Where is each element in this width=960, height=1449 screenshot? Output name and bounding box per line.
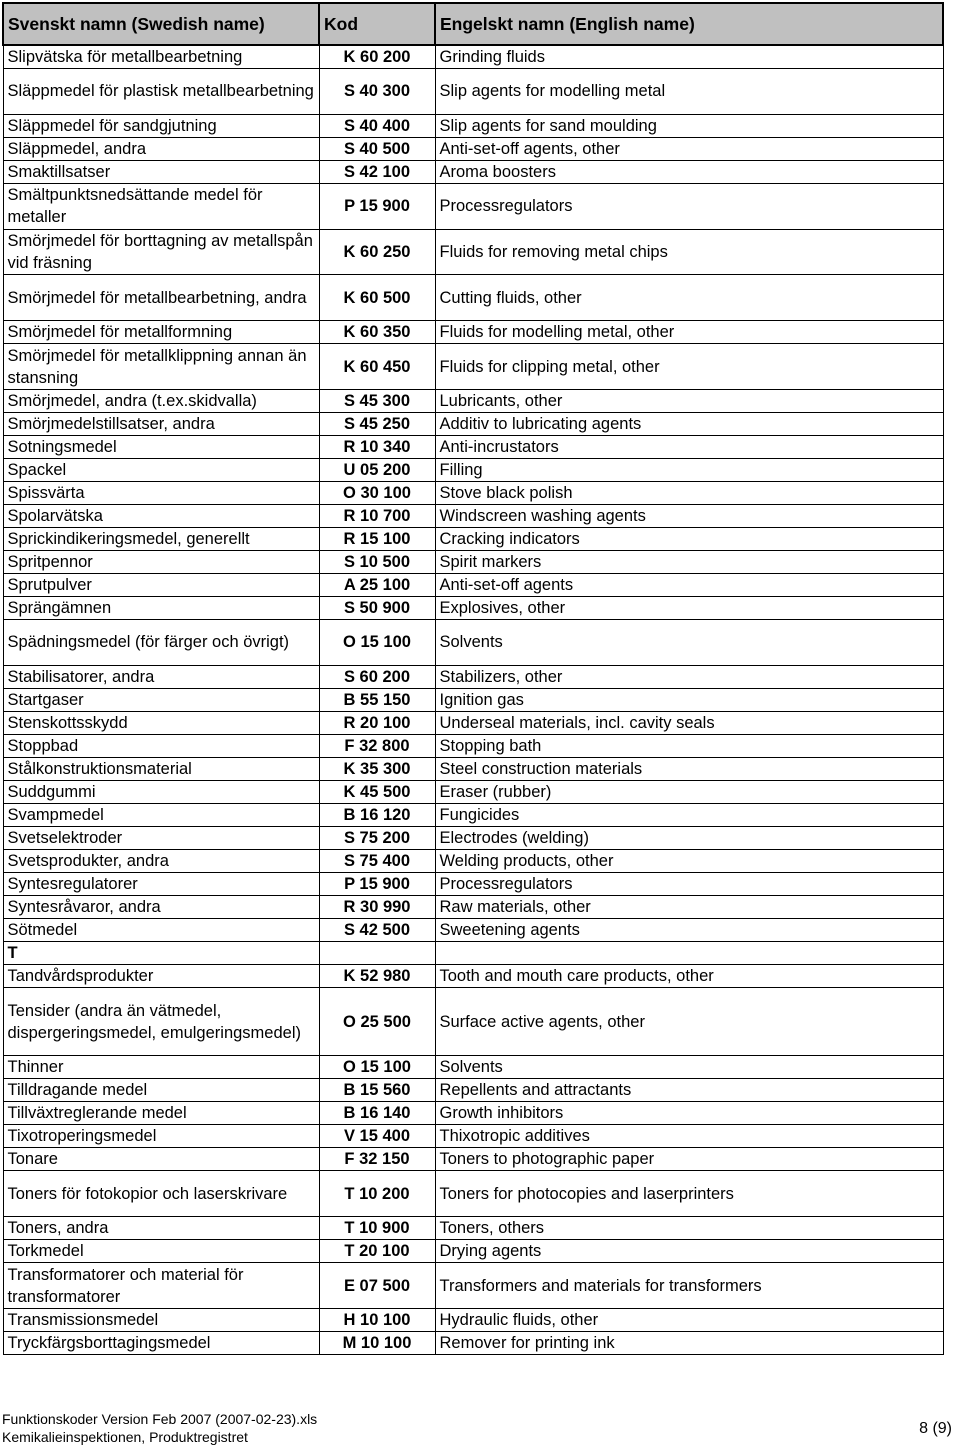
code-cell: B 16 120: [319, 803, 435, 826]
table-row: [3, 1125, 943, 1148]
swedish-name-cell: Svampmedel: [3, 803, 319, 826]
code-cell: U 05 200: [319, 458, 435, 481]
english-name-cell: Fluids for removing metal chips: [435, 229, 943, 275]
english-name-cell: Toners to photographic paper: [435, 1148, 943, 1171]
swedish-name-cell: Släppmedel, andra: [3, 137, 319, 160]
english-name-cell: Thixotropic additives: [435, 1125, 943, 1148]
swedish-name-cell: Tandvårdsprodukter: [3, 964, 319, 987]
table-row: [3, 1171, 943, 1217]
swedish-name-cell: Spissvärta: [3, 481, 319, 504]
swedish-name-cell: Stoppbad: [3, 734, 319, 757]
code-cell: H 10 100: [319, 1309, 435, 1332]
english-name-cell: Additiv to lubricating agents: [435, 412, 943, 435]
english-name-cell: Processregulators: [435, 872, 943, 895]
code-cell: [319, 941, 435, 964]
code-cell: S 42 500: [319, 918, 435, 941]
swedish-name-cell: Spolarvätska: [3, 504, 319, 527]
table-row: [3, 619, 943, 665]
swedish-name-cell: Sprutpulver: [3, 573, 319, 596]
english-name-cell: Cutting fluids, other: [435, 275, 943, 321]
code-cell: V 15 400: [319, 1125, 435, 1148]
swedish-name-cell: Transformatorer och material för transformatorer: [3, 1263, 319, 1309]
swedish-name-cell: Släppmedel för plastisk metallbearbetning: [3, 69, 319, 115]
table-row: [3, 160, 943, 183]
code-cell: S 50 900: [319, 596, 435, 619]
code-cell: O 25 500: [319, 987, 435, 1056]
english-name-cell: Solvents: [435, 1056, 943, 1079]
table-row: [3, 780, 943, 803]
code-cell: O 15 100: [319, 1056, 435, 1079]
code-cell: S 60 200: [319, 665, 435, 688]
english-name-cell: Underseal materials, incl. cavity seals: [435, 711, 943, 734]
code-cell: S 75 200: [319, 826, 435, 849]
code-cell: S 42 100: [319, 160, 435, 183]
swedish-name-cell: Smörjmedel för metallformning: [3, 321, 319, 344]
swedish-name-cell: Smörjmedel för borttagning av metallspån vid fräsning: [3, 229, 319, 275]
english-name-cell: Welding products, other: [435, 849, 943, 872]
table-row: [3, 114, 943, 137]
table-row: [3, 573, 943, 596]
english-name-cell: Repellents and attractants: [435, 1079, 943, 1102]
english-name-cell: Spirit markers: [435, 550, 943, 573]
table-row: [3, 1148, 943, 1171]
swedish-name-cell: Stabilisatorer, andra: [3, 665, 319, 688]
code-cell: K 60 500: [319, 275, 435, 321]
code-cell: S 40 300: [319, 69, 435, 115]
english-name-cell: Electrodes (welding): [435, 826, 943, 849]
table-row: [3, 964, 943, 987]
code-cell: B 15 560: [319, 1079, 435, 1102]
table-row: [3, 69, 943, 115]
code-cell: R 10 340: [319, 435, 435, 458]
swedish-name-cell: Tilldragande medel: [3, 1079, 319, 1102]
table-row: [3, 1309, 943, 1332]
swedish-name-cell: Thinner: [3, 1056, 319, 1079]
swedish-name-cell: Spackel: [3, 458, 319, 481]
swedish-name-cell: Stålkonstruktionsmaterial: [3, 757, 319, 780]
table-row: [3, 895, 943, 918]
english-name-cell: Lubricants, other: [435, 389, 943, 412]
table-row: [3, 872, 943, 895]
code-cell: S 75 400: [319, 849, 435, 872]
code-cell: R 20 100: [319, 711, 435, 734]
footer-page-number: 8 (9): [919, 1420, 952, 1437]
swedish-name-cell: Tensider (andra än vätmedel, dispergeringsmedel, emulgeringsmedel): [3, 987, 319, 1056]
table-row: [3, 1332, 943, 1355]
table-row: [3, 1056, 943, 1079]
swedish-name-cell: Stenskottsskydd: [3, 711, 319, 734]
swedish-name-cell: Spritpennor: [3, 550, 319, 573]
code-cell: T 10 200: [319, 1171, 435, 1217]
english-name-cell: Steel construction materials: [435, 757, 943, 780]
table-row: [3, 45, 943, 69]
code-cell: F 32 800: [319, 734, 435, 757]
code-cell: K 45 500: [319, 780, 435, 803]
table-row: [3, 412, 943, 435]
english-name-cell: Tooth and mouth care products, other: [435, 964, 943, 987]
code-cell: K 60 200: [319, 45, 435, 69]
english-name-cell: Eraser (rubber): [435, 780, 943, 803]
table-row: [3, 137, 943, 160]
footer-left: [2, 1410, 317, 1446]
code-cell: T 10 900: [319, 1217, 435, 1240]
header-english-name: Engelskt namn (English name): [435, 3, 943, 45]
table-row: [3, 688, 943, 711]
swedish-name-cell: Tonare: [3, 1148, 319, 1171]
english-name-cell: Anti-set-off agents, other: [435, 137, 943, 160]
english-name-cell: Sweetening agents: [435, 918, 943, 941]
english-name-cell: Surface active agents, other: [435, 987, 943, 1056]
swedish-name-cell: Smaktillsatser: [3, 160, 319, 183]
chemical-function-codes-table: [2, 2, 944, 1355]
table-header-row: [3, 3, 943, 45]
english-name-cell: Fluids for clipping metal, other: [435, 344, 943, 390]
table-row: [3, 941, 943, 964]
table-row: [3, 596, 943, 619]
swedish-name-cell: Sprickindikeringsmedel, generellt: [3, 527, 319, 550]
code-cell: K 52 980: [319, 964, 435, 987]
english-name-cell: Cracking indicators: [435, 527, 943, 550]
table-row: [3, 665, 943, 688]
swedish-name-cell: Suddgummi: [3, 780, 319, 803]
english-name-cell: Transformers and materials for transformers: [435, 1263, 943, 1309]
english-name-cell: Anti-incrustators: [435, 435, 943, 458]
code-cell: K 60 350: [319, 321, 435, 344]
code-cell: M 10 100: [319, 1332, 435, 1355]
swedish-name-cell: Sötmedel: [3, 918, 319, 941]
code-cell: B 55 150: [319, 688, 435, 711]
footer-organization: Kemikalieinspektionen, Produktregistret: [2, 1429, 248, 1445]
table-row: [3, 435, 943, 458]
swedish-name-cell: Tixotroperingsmedel: [3, 1125, 319, 1148]
swedish-name-cell: Spädningsmedel (för färger och övrigt): [3, 619, 319, 665]
swedish-name-cell: Syntesregulatorer: [3, 872, 319, 895]
english-name-cell: Ignition gas: [435, 688, 943, 711]
table-row: [3, 1079, 943, 1102]
english-name-cell: Fluids for modelling metal, other: [435, 321, 943, 344]
table-row: [3, 344, 943, 390]
table-row: [3, 849, 943, 872]
header-swedish-name: Svenskt namn (Swedish name): [3, 3, 319, 45]
swedish-name-cell: Svetselektroder: [3, 826, 319, 849]
code-cell: B 16 140: [319, 1102, 435, 1125]
english-name-cell: Growth inhibitors: [435, 1102, 943, 1125]
code-cell: S 40 400: [319, 114, 435, 137]
english-name-cell: Windscreen washing agents: [435, 504, 943, 527]
swedish-name-cell: Torkmedel: [3, 1240, 319, 1263]
swedish-name-cell: Smörjmedelstillsatser, andra: [3, 412, 319, 435]
swedish-name-cell: Tillväxtreglerande medel: [3, 1102, 319, 1125]
table-row: [3, 481, 943, 504]
table-row: [3, 504, 943, 527]
swedish-name-cell: Slipvätska för metallbearbetning: [3, 45, 319, 69]
code-cell: K 60 450: [319, 344, 435, 390]
code-cell: R 30 990: [319, 895, 435, 918]
table-row: [3, 826, 943, 849]
code-cell: S 40 500: [319, 137, 435, 160]
code-cell: O 30 100: [319, 481, 435, 504]
english-name-cell: Slip agents for modelling metal: [435, 69, 943, 115]
swedish-name-cell: Syntesråvaror, andra: [3, 895, 319, 918]
swedish-name-cell: T: [3, 941, 319, 964]
code-cell: K 60 250: [319, 229, 435, 275]
english-name-cell: Hydraulic fluids, other: [435, 1309, 943, 1332]
header-code: Kod: [319, 3, 435, 45]
code-cell: P 15 900: [319, 183, 435, 229]
swedish-name-cell: Sprängämnen: [3, 596, 319, 619]
table-row: [3, 527, 943, 550]
english-name-cell: Stabilizers, other: [435, 665, 943, 688]
swedish-name-cell: Smörjmedel för metallklippning annan än stansning: [3, 344, 319, 390]
english-name-cell: Grinding fluids: [435, 45, 943, 69]
code-cell: O 15 100: [319, 619, 435, 665]
swedish-name-cell: Transmissionsmedel: [3, 1309, 319, 1332]
english-name-cell: Toners, others: [435, 1217, 943, 1240]
english-name-cell: Stopping bath: [435, 734, 943, 757]
swedish-name-cell: Smältpunktsnedsättande medel för metaller: [3, 183, 319, 229]
table-row: [3, 183, 943, 229]
table-row: [3, 1240, 943, 1263]
table-row: [3, 1263, 943, 1309]
table-row: [3, 550, 943, 573]
swedish-name-cell: Startgaser: [3, 688, 319, 711]
english-name-cell: Explosives, other: [435, 596, 943, 619]
table-row: [3, 229, 943, 275]
table-row: [3, 803, 943, 826]
code-cell: E 07 500: [319, 1263, 435, 1309]
table-row: [3, 987, 943, 1056]
swedish-name-cell: Tryckfärgsborttagingsmedel: [3, 1332, 319, 1355]
english-name-cell: Anti-set-off agents: [435, 573, 943, 596]
table-row: [3, 389, 943, 412]
english-name-cell: Processregulators: [435, 183, 943, 229]
table-row: [3, 275, 943, 321]
english-name-cell: Slip agents for sand moulding: [435, 114, 943, 137]
swedish-name-cell: Smörjmedel, andra (t.ex.skidvalla): [3, 389, 319, 412]
english-name-cell: Drying agents: [435, 1240, 943, 1263]
code-cell: S 45 300: [319, 389, 435, 412]
code-cell: S 45 250: [319, 412, 435, 435]
swedish-name-cell: Svetsprodukter, andra: [3, 849, 319, 872]
table-row: [3, 711, 943, 734]
english-name-cell: Solvents: [435, 619, 943, 665]
code-cell: F 32 150: [319, 1148, 435, 1171]
table-row: [3, 321, 943, 344]
swedish-name-cell: Sotningsmedel: [3, 435, 319, 458]
english-name-cell: [435, 941, 943, 964]
code-cell: R 10 700: [319, 504, 435, 527]
code-cell: S 10 500: [319, 550, 435, 573]
english-name-cell: Aroma boosters: [435, 160, 943, 183]
swedish-name-cell: Smörjmedel för metallbearbetning, andra: [3, 275, 319, 321]
swedish-name-cell: Släppmedel för sandgjutning: [3, 114, 319, 137]
swedish-name-cell: Toners för fotokopior och laserskrivare: [3, 1171, 319, 1217]
english-name-cell: Fungicides: [435, 803, 943, 826]
table-row: [3, 458, 943, 481]
code-cell: R 15 100: [319, 527, 435, 550]
code-cell: T 20 100: [319, 1240, 435, 1263]
code-cell: P 15 900: [319, 872, 435, 895]
english-name-cell: Raw materials, other: [435, 895, 943, 918]
english-name-cell: Remover for printing ink: [435, 1332, 943, 1355]
table-row: [3, 757, 943, 780]
table-row: [3, 734, 943, 757]
code-cell: A 25 100: [319, 573, 435, 596]
code-cell: K 35 300: [319, 757, 435, 780]
english-name-cell: Toners for photocopies and laserprinters: [435, 1171, 943, 1217]
table-row: [3, 1102, 943, 1125]
english-name-cell: Stove black polish: [435, 481, 943, 504]
swedish-name-cell: Toners, andra: [3, 1217, 319, 1240]
table-row: [3, 918, 943, 941]
english-name-cell: Filling: [435, 458, 943, 481]
table-row: [3, 1217, 943, 1240]
footer-file-name: Funktionskoder Version Feb 2007 (2007-02-23).xls: [2, 1411, 318, 1427]
